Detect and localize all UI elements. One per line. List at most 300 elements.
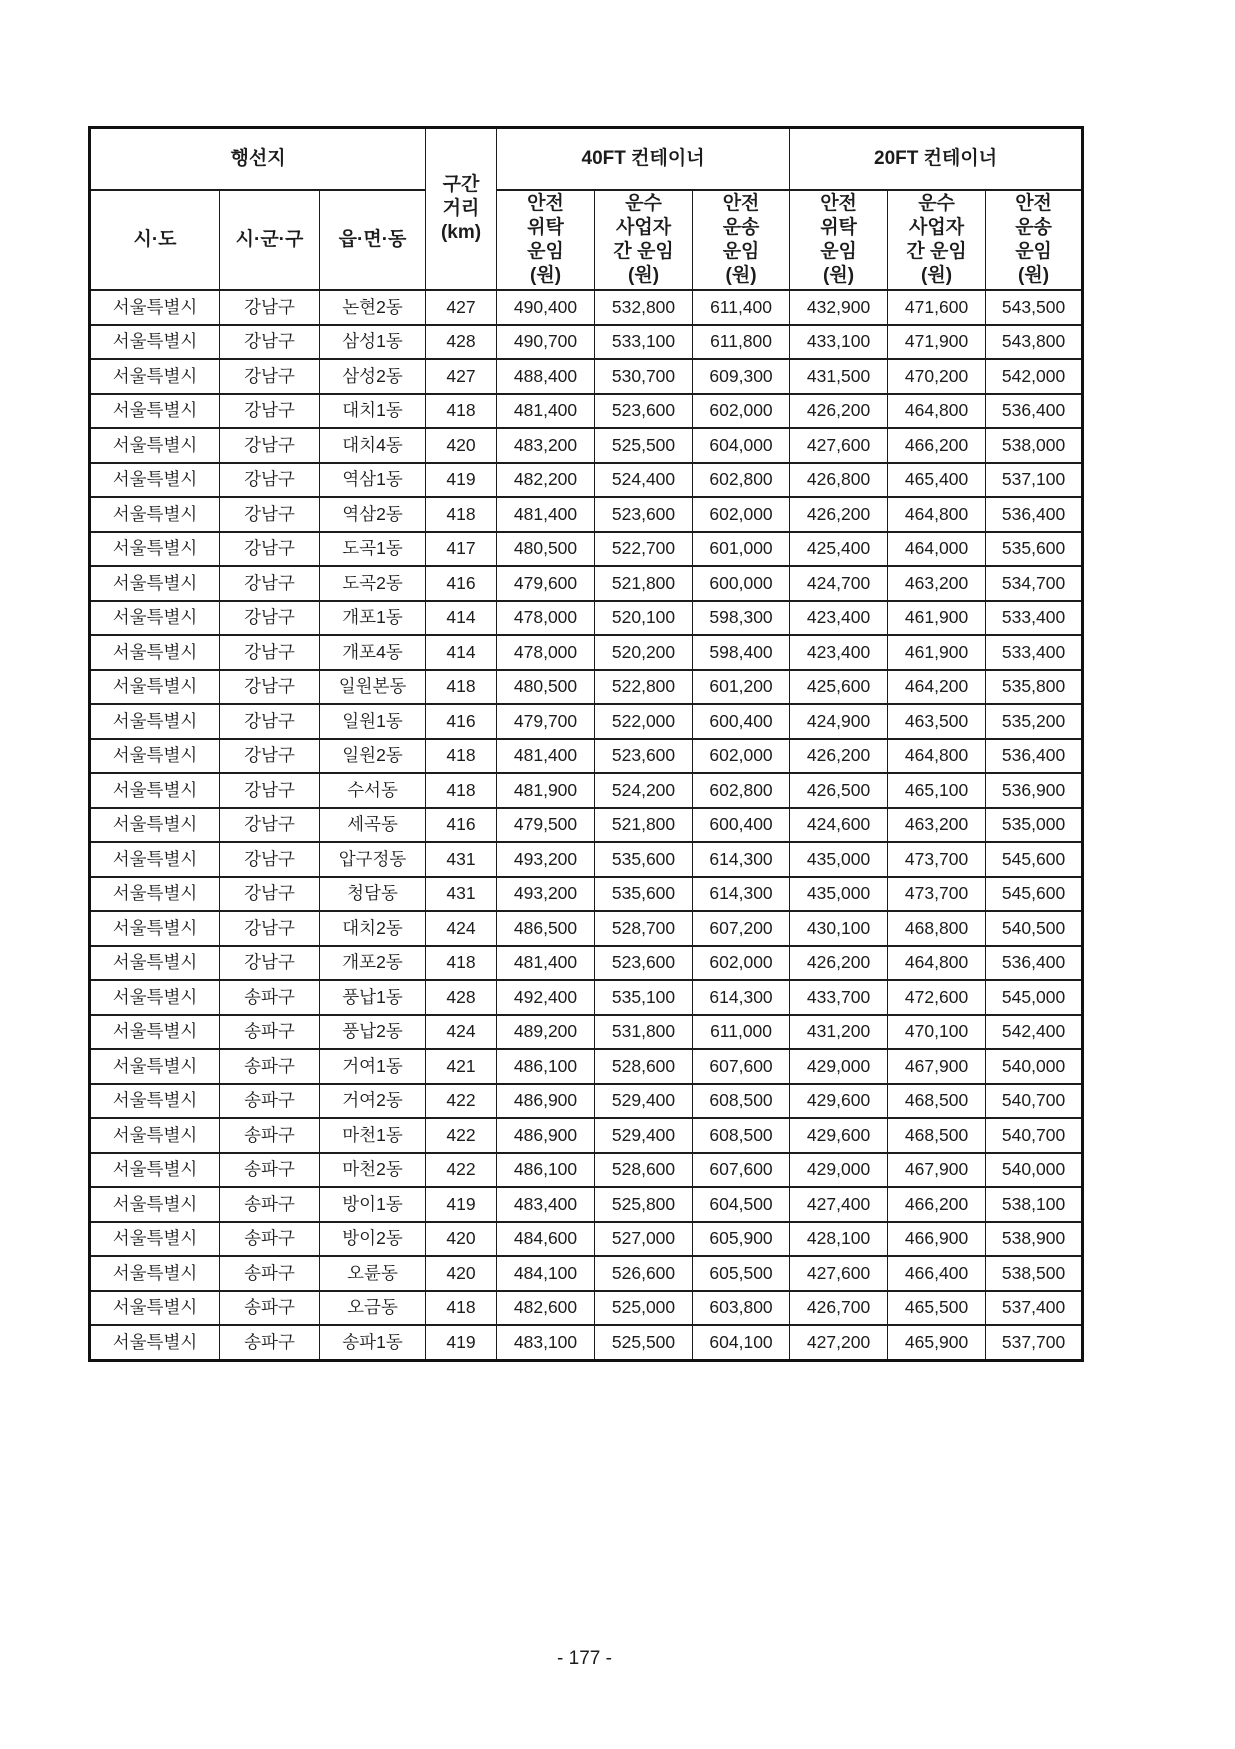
- cell-sido: 서울특별시: [90, 359, 220, 394]
- cell-distance-km: 418: [426, 739, 497, 774]
- header-sigungu: 시·군·구: [220, 190, 320, 290]
- cell-20ft-consign-fare: 426,200: [790, 739, 888, 774]
- header-20ft-group: 20FT 컨테이너: [790, 128, 1083, 191]
- cell-dong: 개포4동: [320, 635, 426, 670]
- cell-20ft-transport-fare: 540,000: [986, 1049, 1083, 1084]
- cell-distance-km: 420: [426, 428, 497, 463]
- cell-20ft-consign-fare: 427,200: [790, 1325, 888, 1360]
- cell-40ft-between-carriers-fare: 535,100: [595, 980, 693, 1015]
- cell-20ft-consign-fare: 425,400: [790, 532, 888, 567]
- cell-distance-km: 428: [426, 980, 497, 1015]
- cell-sigungu: 강남구: [220, 532, 320, 567]
- cell-dong: 일원1동: [320, 704, 426, 739]
- table-row: [90, 1049, 1083, 1084]
- table-row: [90, 980, 1083, 1015]
- cell-dong: 도곡1동: [320, 532, 426, 567]
- cell-sigungu: 송파구: [220, 1049, 320, 1084]
- cell-sigungu: 강남구: [220, 670, 320, 705]
- cell-distance-km: 419: [426, 1325, 497, 1360]
- cell-40ft-between-carriers-fare: 524,200: [595, 773, 693, 808]
- table-row: [90, 532, 1083, 567]
- header-40ft-group: 40FT 컨테이너: [497, 128, 790, 191]
- header-group-row: [90, 128, 1083, 191]
- cell-20ft-between-carriers-fare: 463,500: [888, 704, 986, 739]
- cell-distance-km: 416: [426, 808, 497, 843]
- cell-40ft-consign-fare: 479,600: [497, 566, 595, 601]
- cell-40ft-consign-fare: 481,400: [497, 946, 595, 981]
- cell-40ft-transport-fare: 614,300: [693, 842, 790, 877]
- cell-40ft-transport-fare: 602,000: [693, 394, 790, 429]
- cell-40ft-transport-fare: 598,300: [693, 601, 790, 636]
- cell-40ft-between-carriers-fare: 522,800: [595, 670, 693, 705]
- cell-40ft-consign-fare: 488,400: [497, 359, 595, 394]
- cell-dong: 일원2동: [320, 739, 426, 774]
- cell-distance-km: 431: [426, 877, 497, 912]
- cell-distance-km: 414: [426, 601, 497, 636]
- cell-sigungu: 강남구: [220, 946, 320, 981]
- cell-20ft-consign-fare: 427,600: [790, 428, 888, 463]
- cell-distance-km: 420: [426, 1222, 497, 1257]
- header-20ft-between-carriers-fare: 운수 사업자 간 운임 (원): [888, 190, 986, 290]
- cell-40ft-between-carriers-fare: 535,600: [595, 877, 693, 912]
- cell-sido: 서울특별시: [90, 808, 220, 843]
- cell-40ft-transport-fare: 608,500: [693, 1084, 790, 1119]
- cell-20ft-transport-fare: 538,000: [986, 428, 1083, 463]
- cell-40ft-transport-fare: 600,000: [693, 566, 790, 601]
- cell-dong: 마천1동: [320, 1118, 426, 1153]
- cell-40ft-transport-fare: 614,300: [693, 980, 790, 1015]
- cell-40ft-consign-fare: 486,900: [497, 1118, 595, 1153]
- cell-dong: 송파1동: [320, 1325, 426, 1360]
- cell-sido: 서울특별시: [90, 1015, 220, 1050]
- cell-40ft-between-carriers-fare: 524,400: [595, 463, 693, 498]
- cell-40ft-consign-fare: 480,500: [497, 532, 595, 567]
- cell-dong: 대치2동: [320, 911, 426, 946]
- cell-20ft-between-carriers-fare: 466,200: [888, 428, 986, 463]
- header-sido: 시·도: [90, 190, 220, 290]
- cell-40ft-between-carriers-fare: 528,700: [595, 911, 693, 946]
- cell-40ft-transport-fare: 604,500: [693, 1187, 790, 1222]
- cell-sido: 서울특별시: [90, 739, 220, 774]
- cell-sigungu: 강남구: [220, 566, 320, 601]
- table-row: [90, 911, 1083, 946]
- cell-40ft-between-carriers-fare: 527,000: [595, 1222, 693, 1257]
- cell-20ft-between-carriers-fare: 465,500: [888, 1291, 986, 1326]
- cell-20ft-transport-fare: 536,400: [986, 946, 1083, 981]
- cell-dong: 청담동: [320, 877, 426, 912]
- cell-20ft-transport-fare: 537,100: [986, 463, 1083, 498]
- cell-40ft-between-carriers-fare: 531,800: [595, 1015, 693, 1050]
- cell-distance-km: 422: [426, 1084, 497, 1119]
- cell-20ft-transport-fare: 542,400: [986, 1015, 1083, 1050]
- cell-40ft-between-carriers-fare: 520,100: [595, 601, 693, 636]
- cell-sigungu: 송파구: [220, 1015, 320, 1050]
- cell-20ft-transport-fare: 543,800: [986, 325, 1083, 360]
- cell-20ft-between-carriers-fare: 464,800: [888, 394, 986, 429]
- table-row: [90, 635, 1083, 670]
- cell-distance-km: 418: [426, 394, 497, 429]
- cell-40ft-transport-fare: 602,000: [693, 497, 790, 532]
- cell-40ft-between-carriers-fare: 530,700: [595, 359, 693, 394]
- cell-20ft-between-carriers-fare: 473,700: [888, 877, 986, 912]
- cell-distance-km: 419: [426, 1187, 497, 1222]
- cell-40ft-between-carriers-fare: 525,800: [595, 1187, 693, 1222]
- cell-dong: 거여2동: [320, 1084, 426, 1119]
- cell-40ft-consign-fare: 493,200: [497, 842, 595, 877]
- cell-40ft-transport-fare: 607,200: [693, 911, 790, 946]
- table-row: [90, 566, 1083, 601]
- fare-table-body: [90, 290, 1083, 1360]
- table-row: [90, 601, 1083, 636]
- cell-40ft-between-carriers-fare: 528,600: [595, 1153, 693, 1188]
- cell-20ft-transport-fare: 540,500: [986, 911, 1083, 946]
- cell-sigungu: 송파구: [220, 1084, 320, 1119]
- cell-20ft-consign-fare: 427,600: [790, 1256, 888, 1291]
- cell-sido: 서울특별시: [90, 1084, 220, 1119]
- cell-20ft-transport-fare: 536,400: [986, 497, 1083, 532]
- cell-40ft-between-carriers-fare: 528,600: [595, 1049, 693, 1084]
- cell-20ft-transport-fare: 536,400: [986, 394, 1083, 429]
- cell-20ft-between-carriers-fare: 470,200: [888, 359, 986, 394]
- cell-20ft-consign-fare: 424,700: [790, 566, 888, 601]
- cell-20ft-transport-fare: 538,100: [986, 1187, 1083, 1222]
- cell-40ft-consign-fare: 484,100: [497, 1256, 595, 1291]
- cell-sido: 서울특별시: [90, 1291, 220, 1326]
- cell-sido: 서울특별시: [90, 463, 220, 498]
- cell-sido: 서울특별시: [90, 601, 220, 636]
- cell-20ft-consign-fare: 426,800: [790, 463, 888, 498]
- cell-20ft-between-carriers-fare: 466,400: [888, 1256, 986, 1291]
- cell-dong: 삼성1동: [320, 325, 426, 360]
- cell-20ft-between-carriers-fare: 464,800: [888, 946, 986, 981]
- cell-40ft-consign-fare: 482,600: [497, 1291, 595, 1326]
- cell-40ft-consign-fare: 486,100: [497, 1153, 595, 1188]
- cell-20ft-transport-fare: 540,700: [986, 1118, 1083, 1153]
- cell-20ft-consign-fare: 426,700: [790, 1291, 888, 1326]
- cell-sido: 서울특별시: [90, 635, 220, 670]
- table-row: [90, 1084, 1083, 1119]
- cell-40ft-transport-fare: 602,000: [693, 946, 790, 981]
- cell-20ft-between-carriers-fare: 467,900: [888, 1049, 986, 1084]
- cell-40ft-consign-fare: 490,700: [497, 325, 595, 360]
- cell-sido: 서울특별시: [90, 773, 220, 808]
- cell-distance-km: 414: [426, 635, 497, 670]
- cell-distance-km: 431: [426, 842, 497, 877]
- cell-40ft-consign-fare: 481,400: [497, 739, 595, 774]
- cell-40ft-consign-fare: 481,900: [497, 773, 595, 808]
- cell-sigungu: 강남구: [220, 290, 320, 325]
- cell-40ft-between-carriers-fare: 529,400: [595, 1084, 693, 1119]
- cell-sigungu: 송파구: [220, 1256, 320, 1291]
- cell-sigungu: 강남구: [220, 325, 320, 360]
- cell-40ft-consign-fare: 490,400: [497, 290, 595, 325]
- cell-20ft-consign-fare: 424,900: [790, 704, 888, 739]
- cell-sido: 서울특별시: [90, 842, 220, 877]
- cell-20ft-consign-fare: 424,600: [790, 808, 888, 843]
- cell-sido: 서울특별시: [90, 704, 220, 739]
- cell-sigungu: 강남구: [220, 601, 320, 636]
- cell-20ft-between-carriers-fare: 465,400: [888, 463, 986, 498]
- cell-20ft-transport-fare: 535,200: [986, 704, 1083, 739]
- cell-40ft-consign-fare: 478,000: [497, 601, 595, 636]
- cell-sigungu: 강남구: [220, 463, 320, 498]
- cell-20ft-between-carriers-fare: 461,900: [888, 635, 986, 670]
- cell-40ft-transport-fare: 600,400: [693, 808, 790, 843]
- cell-20ft-transport-fare: 536,400: [986, 739, 1083, 774]
- cell-dong: 삼성2동: [320, 359, 426, 394]
- cell-20ft-transport-fare: 536,900: [986, 773, 1083, 808]
- cell-dong: 방이1동: [320, 1187, 426, 1222]
- cell-20ft-transport-fare: 540,700: [986, 1084, 1083, 1119]
- cell-20ft-between-carriers-fare: 466,900: [888, 1222, 986, 1257]
- cell-20ft-consign-fare: 426,200: [790, 394, 888, 429]
- cell-20ft-transport-fare: 533,400: [986, 601, 1083, 636]
- cell-sigungu: 송파구: [220, 1153, 320, 1188]
- cell-sido: 서울특별시: [90, 1325, 220, 1360]
- table-row: [90, 1291, 1083, 1326]
- cell-dong: 마천2동: [320, 1153, 426, 1188]
- cell-40ft-transport-fare: 607,600: [693, 1153, 790, 1188]
- cell-40ft-between-carriers-fare: 522,700: [595, 532, 693, 567]
- cell-40ft-between-carriers-fare: 521,800: [595, 566, 693, 601]
- cell-dong: 압구정동: [320, 842, 426, 877]
- cell-40ft-consign-fare: 483,400: [497, 1187, 595, 1222]
- cell-distance-km: 418: [426, 946, 497, 981]
- cell-40ft-between-carriers-fare: 532,800: [595, 290, 693, 325]
- cell-20ft-transport-fare: 535,000: [986, 808, 1083, 843]
- cell-20ft-between-carriers-fare: 473,700: [888, 842, 986, 877]
- header-20ft-transport-fare: 안전 운송 운임 (원): [986, 190, 1083, 290]
- cell-sigungu: 강남구: [220, 773, 320, 808]
- cell-dong: 방이2동: [320, 1222, 426, 1257]
- cell-sido: 서울특별시: [90, 980, 220, 1015]
- table-row: [90, 463, 1083, 498]
- cell-20ft-consign-fare: 431,200: [790, 1015, 888, 1050]
- page-number: - 177 -: [557, 1648, 612, 1669]
- cell-40ft-between-carriers-fare: 533,100: [595, 325, 693, 360]
- header-distance: 구간 거리 (km): [426, 128, 497, 291]
- header-40ft-between-carriers-fare: 운수 사업자 간 운임 (원): [595, 190, 693, 290]
- header-dong: 읍·면·동: [320, 190, 426, 290]
- cell-distance-km: 422: [426, 1153, 497, 1188]
- cell-40ft-between-carriers-fare: 525,500: [595, 1325, 693, 1360]
- cell-20ft-transport-fare: 538,500: [986, 1256, 1083, 1291]
- cell-20ft-between-carriers-fare: 468,500: [888, 1118, 986, 1153]
- cell-40ft-consign-fare: 483,200: [497, 428, 595, 463]
- table-row: [90, 1325, 1083, 1360]
- table-row: [90, 1256, 1083, 1291]
- cell-distance-km: 420: [426, 1256, 497, 1291]
- cell-40ft-transport-fare: 601,200: [693, 670, 790, 705]
- cell-40ft-between-carriers-fare: 523,600: [595, 394, 693, 429]
- fare-table: [88, 126, 1084, 1362]
- cell-sigungu: 송파구: [220, 1222, 320, 1257]
- cell-sido: 서울특별시: [90, 1222, 220, 1257]
- cell-20ft-consign-fare: 423,400: [790, 601, 888, 636]
- cell-20ft-between-carriers-fare: 465,900: [888, 1325, 986, 1360]
- cell-dong: 풍납1동: [320, 980, 426, 1015]
- table-row: [90, 739, 1083, 774]
- cell-20ft-transport-fare: 537,700: [986, 1325, 1083, 1360]
- cell-20ft-between-carriers-fare: 463,200: [888, 808, 986, 843]
- cell-20ft-consign-fare: 428,100: [790, 1222, 888, 1257]
- cell-20ft-consign-fare: 429,600: [790, 1084, 888, 1119]
- cell-40ft-consign-fare: 484,600: [497, 1222, 595, 1257]
- cell-40ft-between-carriers-fare: 523,600: [595, 739, 693, 774]
- cell-40ft-consign-fare: 481,400: [497, 394, 595, 429]
- cell-distance-km: 417: [426, 532, 497, 567]
- cell-20ft-consign-fare: 429,600: [790, 1118, 888, 1153]
- table-row: [90, 1153, 1083, 1188]
- cell-20ft-transport-fare: 535,600: [986, 532, 1083, 567]
- cell-dong: 일원본동: [320, 670, 426, 705]
- table-row: [90, 325, 1083, 360]
- cell-20ft-between-carriers-fare: 464,000: [888, 532, 986, 567]
- cell-20ft-transport-fare: 545,000: [986, 980, 1083, 1015]
- cell-20ft-consign-fare: 423,400: [790, 635, 888, 670]
- cell-20ft-between-carriers-fare: 465,100: [888, 773, 986, 808]
- cell-sigungu: 송파구: [220, 1325, 320, 1360]
- cell-40ft-between-carriers-fare: 526,600: [595, 1256, 693, 1291]
- cell-distance-km: 418: [426, 1291, 497, 1326]
- cell-40ft-between-carriers-fare: 520,200: [595, 635, 693, 670]
- cell-40ft-transport-fare: 602,800: [693, 773, 790, 808]
- cell-sigungu: 강남구: [220, 635, 320, 670]
- cell-sido: 서울특별시: [90, 1153, 220, 1188]
- cell-40ft-transport-fare: 600,400: [693, 704, 790, 739]
- cell-20ft-between-carriers-fare: 464,800: [888, 497, 986, 532]
- cell-20ft-between-carriers-fare: 467,900: [888, 1153, 986, 1188]
- cell-sido: 서울특별시: [90, 394, 220, 429]
- header-20ft-consign-fare: 안전 위탁 운임 (원): [790, 190, 888, 290]
- cell-40ft-transport-fare: 609,300: [693, 359, 790, 394]
- cell-dong: 개포1동: [320, 601, 426, 636]
- cell-40ft-between-carriers-fare: 525,500: [595, 428, 693, 463]
- cell-20ft-between-carriers-fare: 464,800: [888, 739, 986, 774]
- cell-20ft-transport-fare: 542,000: [986, 359, 1083, 394]
- cell-dong: 대치4동: [320, 428, 426, 463]
- cell-distance-km: 416: [426, 566, 497, 601]
- cell-distance-km: 424: [426, 911, 497, 946]
- cell-40ft-consign-fare: 486,100: [497, 1049, 595, 1084]
- cell-20ft-transport-fare: 535,800: [986, 670, 1083, 705]
- cell-40ft-transport-fare: 602,000: [693, 739, 790, 774]
- cell-40ft-transport-fare: 604,100: [693, 1325, 790, 1360]
- cell-distance-km: 418: [426, 670, 497, 705]
- cell-20ft-consign-fare: 427,400: [790, 1187, 888, 1222]
- cell-distance-km: 421: [426, 1049, 497, 1084]
- cell-sigungu: 강남구: [220, 359, 320, 394]
- cell-40ft-consign-fare: 478,000: [497, 635, 595, 670]
- cell-distance-km: 427: [426, 359, 497, 394]
- cell-sigungu: 송파구: [220, 980, 320, 1015]
- cell-40ft-transport-fare: 614,300: [693, 877, 790, 912]
- cell-sido: 서울특별시: [90, 877, 220, 912]
- cell-20ft-transport-fare: 545,600: [986, 842, 1083, 877]
- table-row: [90, 1118, 1083, 1153]
- table-row: [90, 670, 1083, 705]
- cell-20ft-between-carriers-fare: 471,900: [888, 325, 986, 360]
- cell-sido: 서울특별시: [90, 946, 220, 981]
- cell-20ft-between-carriers-fare: 461,900: [888, 601, 986, 636]
- cell-sido: 서울특별시: [90, 290, 220, 325]
- table-row: [90, 1222, 1083, 1257]
- cell-20ft-consign-fare: 431,500: [790, 359, 888, 394]
- cell-dong: 역삼1동: [320, 463, 426, 498]
- table-row: [90, 290, 1083, 325]
- cell-40ft-transport-fare: 608,500: [693, 1118, 790, 1153]
- cell-20ft-transport-fare: 540,000: [986, 1153, 1083, 1188]
- cell-40ft-consign-fare: 479,700: [497, 704, 595, 739]
- cell-20ft-consign-fare: 432,900: [790, 290, 888, 325]
- cell-40ft-between-carriers-fare: 521,800: [595, 808, 693, 843]
- cell-40ft-consign-fare: 489,200: [497, 1015, 595, 1050]
- cell-sigungu: 강남구: [220, 497, 320, 532]
- header-sub-row: [90, 190, 1083, 290]
- cell-dong: 거여1동: [320, 1049, 426, 1084]
- table-row: [90, 394, 1083, 429]
- cell-dong: 수서동: [320, 773, 426, 808]
- fare-table-container: [88, 126, 1084, 1362]
- cell-20ft-consign-fare: 433,100: [790, 325, 888, 360]
- cell-distance-km: 418: [426, 773, 497, 808]
- table-row: [90, 704, 1083, 739]
- cell-40ft-transport-fare: 602,800: [693, 463, 790, 498]
- cell-sido: 서울특별시: [90, 1118, 220, 1153]
- cell-20ft-between-carriers-fare: 472,600: [888, 980, 986, 1015]
- cell-sigungu: 강남구: [220, 808, 320, 843]
- cell-20ft-between-carriers-fare: 468,800: [888, 911, 986, 946]
- cell-20ft-transport-fare: 533,400: [986, 635, 1083, 670]
- cell-40ft-between-carriers-fare: 529,400: [595, 1118, 693, 1153]
- table-row: [90, 842, 1083, 877]
- cell-dong: 오륜동: [320, 1256, 426, 1291]
- cell-distance-km: 419: [426, 463, 497, 498]
- cell-sido: 서울특별시: [90, 566, 220, 601]
- header-40ft-transport-fare: 안전 운송 운임 (원): [693, 190, 790, 290]
- cell-dong: 세곡동: [320, 808, 426, 843]
- cell-sido: 서울특별시: [90, 497, 220, 532]
- cell-sido: 서울특별시: [90, 911, 220, 946]
- cell-40ft-transport-fare: 604,000: [693, 428, 790, 463]
- cell-dong: 논현2동: [320, 290, 426, 325]
- cell-sido: 서울특별시: [90, 325, 220, 360]
- cell-dong: 개포2동: [320, 946, 426, 981]
- cell-sigungu: 강남구: [220, 911, 320, 946]
- cell-20ft-consign-fare: 426,200: [790, 497, 888, 532]
- cell-sigungu: 강남구: [220, 428, 320, 463]
- cell-40ft-consign-fare: 479,500: [497, 808, 595, 843]
- cell-20ft-transport-fare: 534,700: [986, 566, 1083, 601]
- cell-40ft-transport-fare: 603,800: [693, 1291, 790, 1326]
- cell-20ft-consign-fare: 429,000: [790, 1049, 888, 1084]
- cell-distance-km: 427: [426, 290, 497, 325]
- cell-40ft-consign-fare: 486,900: [497, 1084, 595, 1119]
- cell-40ft-consign-fare: 481,400: [497, 497, 595, 532]
- header-40ft-consign-fare: 안전 위탁 운임 (원): [497, 190, 595, 290]
- cell-20ft-consign-fare: 425,600: [790, 670, 888, 705]
- table-row: [90, 428, 1083, 463]
- cell-40ft-transport-fare: 611,800: [693, 325, 790, 360]
- cell-20ft-between-carriers-fare: 470,100: [888, 1015, 986, 1050]
- cell-40ft-consign-fare: 482,200: [497, 463, 595, 498]
- cell-40ft-consign-fare: 486,500: [497, 911, 595, 946]
- table-row: [90, 359, 1083, 394]
- cell-sido: 서울특별시: [90, 1049, 220, 1084]
- table-row: [90, 946, 1083, 981]
- cell-40ft-transport-fare: 605,500: [693, 1256, 790, 1291]
- cell-sigungu: 강남구: [220, 842, 320, 877]
